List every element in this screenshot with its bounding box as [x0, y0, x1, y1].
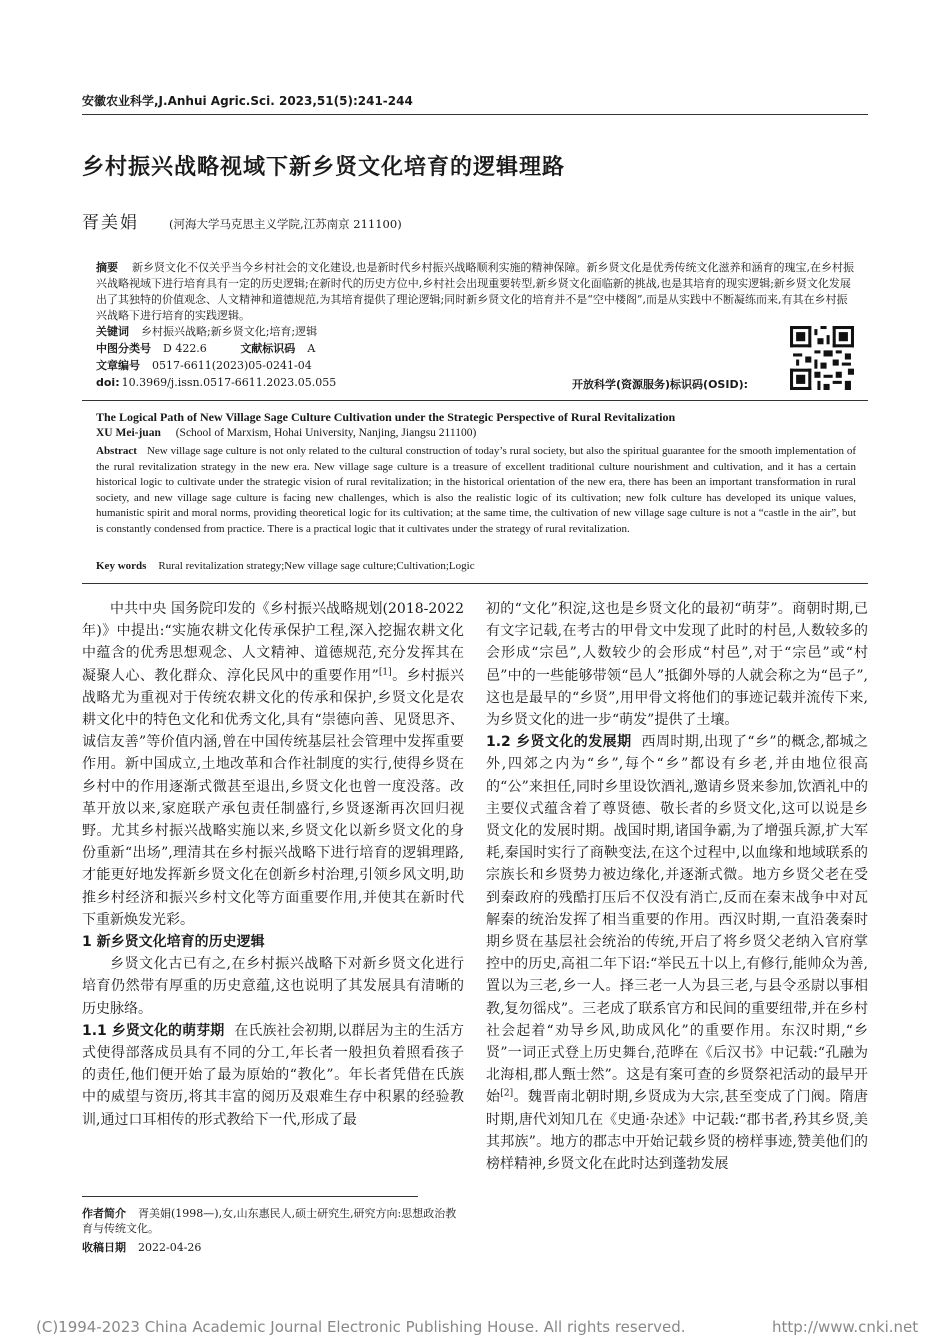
- keywords-cn: [96, 324, 317, 340]
- citation-ref[interactable]: [2]: [500, 1088, 514, 1099]
- english-abstract-text: New village sage culture is not only related to the cultural construction of today’s rural society, but also the spiritual guarantee for the smooth implementation of the rural revitalization strategy in the new era. New village sage culture is a treasure of excellent traditional culture nourishment and cultivation, and it has a certain historical logic to cultivate under the strategic vision of rural revitalization; in the historical orientation of the new era, there has been an important transformation in rural society, and new village sage culture is facing new challenges, which is also the realistic logic of its cultivation; new folk culture has developed its unique values, humanistic spirit and moral norms, providing theoretical logic for its cultivation; at the same time, the cultivation of new village sage culture is not a “castle in the air”, but is constantly condensed from practice. There is a practical logic that it cultivates under the strategy of rural revitalization.: [96, 445, 856, 535]
- copyright-notice: (C)1994-2023 China Academic Journal Electronic Publishing House. All rights reserved.: [36, 1318, 686, 1336]
- doi-label: doi:: [96, 376, 120, 389]
- author-bio-label: 作者简介: [82, 1207, 126, 1220]
- article-number-row: [96, 358, 312, 374]
- english-keywords: [96, 560, 475, 572]
- subsection-heading: 1.2 乡贤文化的发展期: [486, 734, 632, 751]
- subsection-heading: 1.1 乡贤文化的萌芽期: [82, 1022, 225, 1039]
- english-author: XU Mei-juan: [96, 427, 161, 439]
- body-column-left: [82, 598, 464, 1131]
- abstract-label: 摘要: [96, 261, 118, 274]
- doc-code-label: 文献标识码: [240, 342, 296, 355]
- header-rule: [82, 114, 868, 115]
- clc-value: D 422.6: [163, 342, 207, 355]
- subsection-paragraph: [486, 731, 868, 1175]
- intro-text-cont: 。乡村振兴战略尤为重视对于传统农耕文化的传承和保护,乡贤文化是农耕文化中的特色文化和优秀文化,具有“崇德向善、见贤思齐、诚信友善”等价值内涵,曾在中国传统基层社会管理中发挥重要作用。新中国成立,土地改革和合作社制度的实行,使得乡贤在乡村中的作用逐渐式微甚至退出,乡贤文化也曾一度没落。改革开放以来,家庭联产承包责任制盛行,乡贤逐渐再次回归视野。尤其乡村振兴战略实施以来,乡贤文化以新乡贤文化的身份重新“出场”,理清其在乡村振兴战略下进行培育的逻辑理路,才能更好地发挥新乡贤文化在创新乡村治理,引领乡风文明,助推乡村经济和振兴乡村文化等方面重要作用,并使其在新时代下重新焕发光彩。: [82, 667, 465, 928]
- author-affiliation: (河海大学马克思主义学院,江苏南京 211100): [169, 217, 402, 231]
- author-name: 胥美娟: [82, 213, 139, 233]
- subsection-text: 西周时期,出现了“乡”的概念,都城之外,四郊之内为“乡”,每个“乡”都设有乡老,并由地位很高的“公”来担任,同时乡里设饮酒礼,邀请乡贤来参加,饮酒礼中的主要仪式蕴含着了尊贤德、敬长者的乡贤文化,这可以说是乡贤文化的发展时期。战国时期,诸国争霸,为了增强兵源,扩大军耗,秦国时实行了商鞅变法,在这个过程中,以血缘和地域联系的宗族长和乡贤势力被边缘化,并逐渐式微。地方乡贤父老在受到秦政府的残酷打压后不仅没有消亡,反而在秦末战争中对瓦解秦的统治发挥了相当重要的作用。西汉时期,一直沿袭秦时期乡贤在基层社会统治的传统,开启了将乡贤父老纳入官府掌控中的历史,高祖二年下诏:“举民五十以上,有修行,能帅众为善,置以为三老,乡一人。择三老一人为县三老,与县令丞尉以事相教,复勿徭戍”。三老成了联系官方和民间的重要纽带,并在乡村社会起着“劝导乡风,助成风化”的重要作用。东汉时期,“乡贤”一词正式登上历史舞台,范晔在《后汉书》中记载:“孔融为北海相,郡人甄士然”。这是有案可查的乡贤祭祀活动的最早开始: [486, 734, 868, 1106]
- clc-label: 中图分类号: [96, 342, 151, 355]
- english-affiliation: (School of Marxism, Hohai University, Nanjing, Jiangsu 211100): [175, 427, 477, 439]
- english-keywords-label: Key words: [96, 560, 147, 572]
- intro-paragraph: [82, 598, 464, 931]
- abstract-text: 新乡贤文化不仅关乎当今乡村社会的文化建设,也是新时代乡村振兴战略顺利实施的精神保障。新乡贤文化是优秀传统文化滋养和涵育的瑰宝,在乡村振兴战略视域下进行培育具有一定的历史逻辑;在新时代的历史方位中,乡村社会出现重要转型,新乡贤文化面临新的挑战,也是其培育的现实逻辑;新乡贤文化发展出了其独特的价值观念、人文精神和道德规范,为其培育提供了理论逻辑;同时新乡贤文化的培育并不是“空中楼阁”,而是从实践中不断凝练而来,有其在乡村振兴战略下进行培育的实践逻辑。: [96, 261, 854, 322]
- article-title: 乡村振兴战略视域下新乡贤文化培育的逻辑理路: [82, 155, 566, 180]
- section-heading: 1 新乡贤文化培育的历史逻辑: [82, 934, 265, 951]
- citation-ref[interactable]: [1]: [378, 666, 392, 677]
- english-keywords-text: Rural revitalization strategy;New village sage culture;Cultivation;Logic: [158, 560, 475, 572]
- doi-row: [96, 375, 336, 391]
- classification-row: [96, 341, 315, 357]
- subsection-text: 在氏族社会初期,以群居为主的生活方式使得部落成员具有不同的分工,年长者一般担负着照看孩子的责任,他们便开始了最为原始的“教化”。年长者凭借在氏族中的威望与资历,将其丰富的阅历及艰难生存中积累的经验教训,通过口耳相传的形式教给下一代,形成了最: [82, 1022, 464, 1128]
- english-author-row: [96, 427, 476, 439]
- english-abstract-label: Abstract: [96, 445, 137, 457]
- article-no-value: 0517-6611(2023)05-0241-04: [152, 359, 312, 372]
- author-bio: [82, 1206, 464, 1236]
- keywords-label: 关键词: [96, 325, 129, 338]
- continued-paragraph: 初的“文化”积淀,这也是乡贤文化的最初“萌芽”。商朝时期,已有文字记载,在考古的甲骨文中发现了此时的村邑,人数较多的会形成“宗邑”,人数较少的会形成“村邑”,对于“宗邑”或“村邑”中的一些能够带领“邑人”抵御外辱的人就会称之为“邑子”,这也是最早的“乡贤”,用甲骨文将他们的事迹记载并流传下来,为乡贤文化的进一步“萌发”提供了土壤。: [486, 601, 868, 729]
- keywords-text: 乡村振兴战略;新乡贤文化;培育;逻辑: [141, 325, 318, 338]
- author-bio-text: 胥美娟(1998—),女,山东惠民人,硕士研究生,研究方向:思想政治教育与传统文化。: [82, 1207, 457, 1235]
- abstract-divider: [82, 400, 868, 401]
- author-row: [82, 208, 868, 233]
- english-title: The Logical Path of New Village Sage Culture Cultivation under the Strategic Perspective of Rural Revitalization: [96, 410, 676, 424]
- intro-text: 中共中央 国务院印发的《乡村振兴战略规划(2018-2022年)》中提出:“实施农耕文化传承保护工程,深入挖掘农耕文化中蕴含的优秀思想观念、人文精神、道德规范,充分发挥其在凝聚人心、教化群众、淳化民风中的重要作用”: [82, 601, 464, 684]
- cnki-link[interactable]: http://www.cnki.net: [772, 1318, 919, 1336]
- received-date: [82, 1240, 464, 1255]
- article-no-label: 文章编号: [96, 359, 140, 372]
- body-divider: [82, 583, 868, 584]
- english-abstract: [96, 444, 856, 537]
- abstract-cn: [96, 260, 856, 324]
- qr-code-icon[interactable]: [790, 326, 854, 390]
- received-label: 收稿日期: [82, 1241, 126, 1254]
- body-column-right: [486, 598, 868, 1175]
- subsection-paragraph: [82, 1020, 464, 1131]
- section-paragraph: 乡贤文化古已有之,在乡村振兴战略下对新乡贤文化进行培育仍然带有厚重的历史意蕴,这也说明了其发展具有清晰的历史脉络。: [82, 956, 464, 1017]
- subsection-text-cont: 。魏晋南北朝时期,乡贤成为大宗,甚至变成了门阀。隋唐时期,唐代刘知几在《史通·杂述》中记载:“郡书者,矜其乡贤,美其邦族”。地方的郡志中开始记载乡贤的榜样事迹,赞美他们的榜样精神,乡贤文化在此时达到蓬勃发展: [486, 1089, 869, 1173]
- received-value: 2022-04-26: [138, 1241, 202, 1254]
- footnote-rule: [82, 1196, 418, 1197]
- doi-value[interactable]: 10.3969/j.issn.0517-6611.2023.05.055: [121, 376, 337, 389]
- journal-header: 安徽农业科学,J.Anhui Agric.Sci. 2023,51(5):241-244: [82, 94, 413, 108]
- osid-label: 开放科学(资源服务)标识码(OSID):: [572, 378, 749, 391]
- doc-code-value: A: [307, 342, 316, 355]
